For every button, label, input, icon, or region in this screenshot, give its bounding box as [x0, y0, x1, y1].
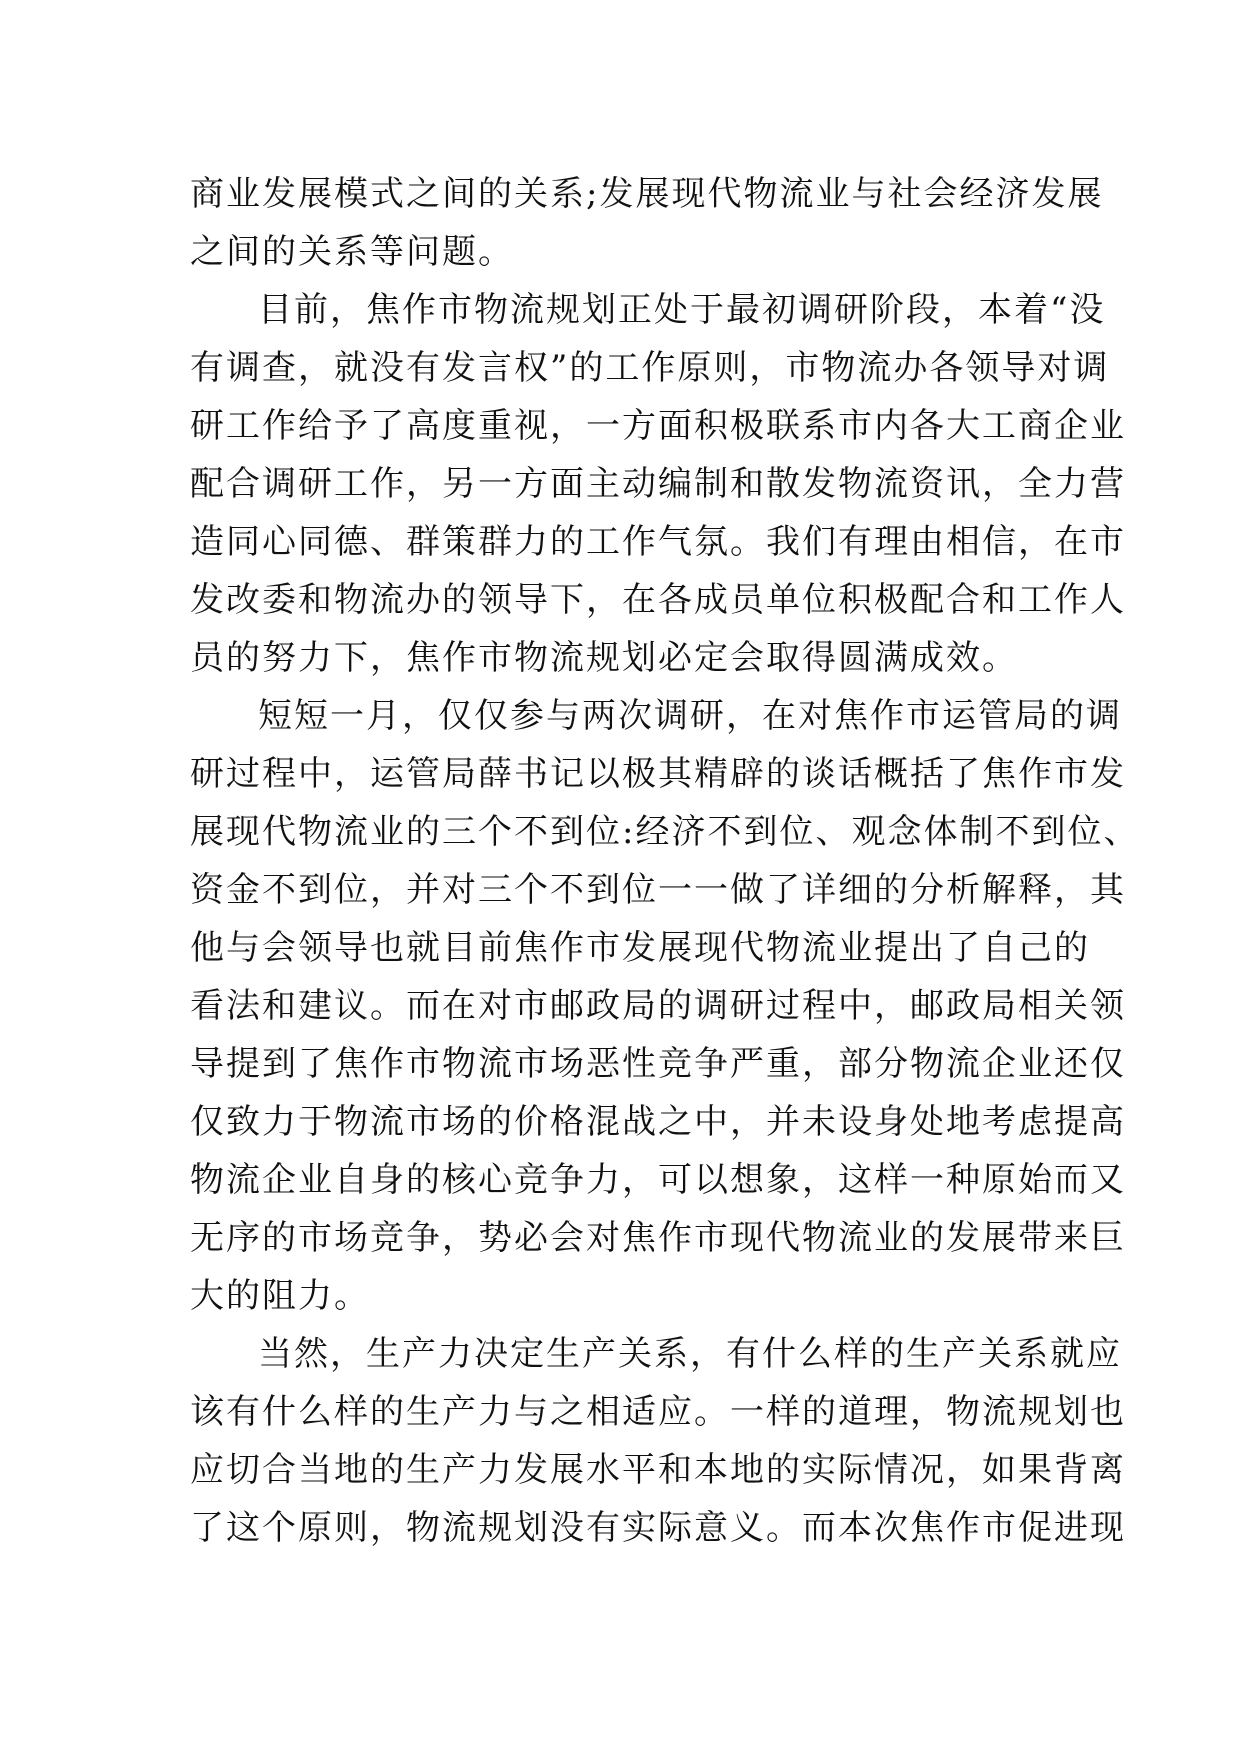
text-line: 应切合当地的生产力发展水平和本地的实际情况，如果背离	[190, 1450, 1126, 1490]
text-line: 短短一月，仅仅参与两次调研，在对焦作市运管局的调	[258, 696, 1122, 736]
text-line: 有调查，就没有发言权”的工作原则，市物流办各领导对调	[190, 348, 1110, 388]
text-line: 导提到了焦作市物流市场恶性竞争严重，部分物流企业还仅	[190, 1044, 1126, 1084]
text-line: 员的努力下，焦作市物流规划必定会取得圆满成效。	[190, 638, 1018, 678]
text-line: 当然，生产力决定生产关系，有什么样的生产关系就应	[258, 1334, 1122, 1374]
text-line: 造同心同德、群策群力的工作气氛。我们有理由相信，在市	[190, 522, 1126, 562]
text-line: 研过程中，运管局薛书记以极其精辟的谈话概括了焦作市发	[190, 754, 1126, 794]
text-line: 目前，焦作市物流规划正处于最初调研阶段，本着“没	[258, 290, 1106, 330]
text-line: 之间的关系等问题。	[190, 232, 514, 272]
text-line: 他与会领导也就目前焦作市发展现代物流业提出了自己的	[190, 928, 1090, 968]
text-line: 展现代物流业的三个不到位:经济不到位、观念体制不到位、	[190, 812, 1140, 852]
paragraph	[190, 1325, 1126, 1557]
text-line: 发改委和物流办的领导下，在各成员单位积极配合和工作人	[190, 580, 1126, 620]
text-line: 看法和建议。而在对市邮政局的调研过程中，邮政局相关领	[190, 986, 1126, 1026]
text-line: 资金不到位，并对三个不到位一一做了详细的分析解释，其	[190, 870, 1126, 910]
paragraph	[190, 687, 1140, 1325]
text-line: 研工作给予了高度重视，一方面积极联系市内各大工商企业	[190, 406, 1126, 446]
paragraph	[190, 281, 1126, 687]
text-line: 无序的市场竞争，势必会对焦作市现代物流业的发展带来巨	[190, 1218, 1126, 1258]
paragraph	[190, 165, 1104, 281]
text-line: 商业发展模式之间的关系;发展现代物流业与社会经济发展	[190, 174, 1104, 214]
text-line: 大的阻力。	[190, 1276, 370, 1316]
text-line: 该有什么样的生产力与之相适应。一样的道理，物流规划也	[190, 1392, 1126, 1432]
text-line: 仅致力于物流市场的价格混战之中，并未设身处地考虑提高	[190, 1102, 1126, 1142]
body-text	[190, 165, 1140, 1557]
text-line: 配合调研工作，另一方面主动编制和散发物流资讯，全力营	[190, 464, 1126, 504]
text-line: 物流企业自身的核心竞争力，可以想象，这样一种原始而又	[190, 1160, 1126, 1200]
text-line: 了这个原则，物流规划没有实际意义。而本次焦作市促进现	[190, 1508, 1126, 1548]
